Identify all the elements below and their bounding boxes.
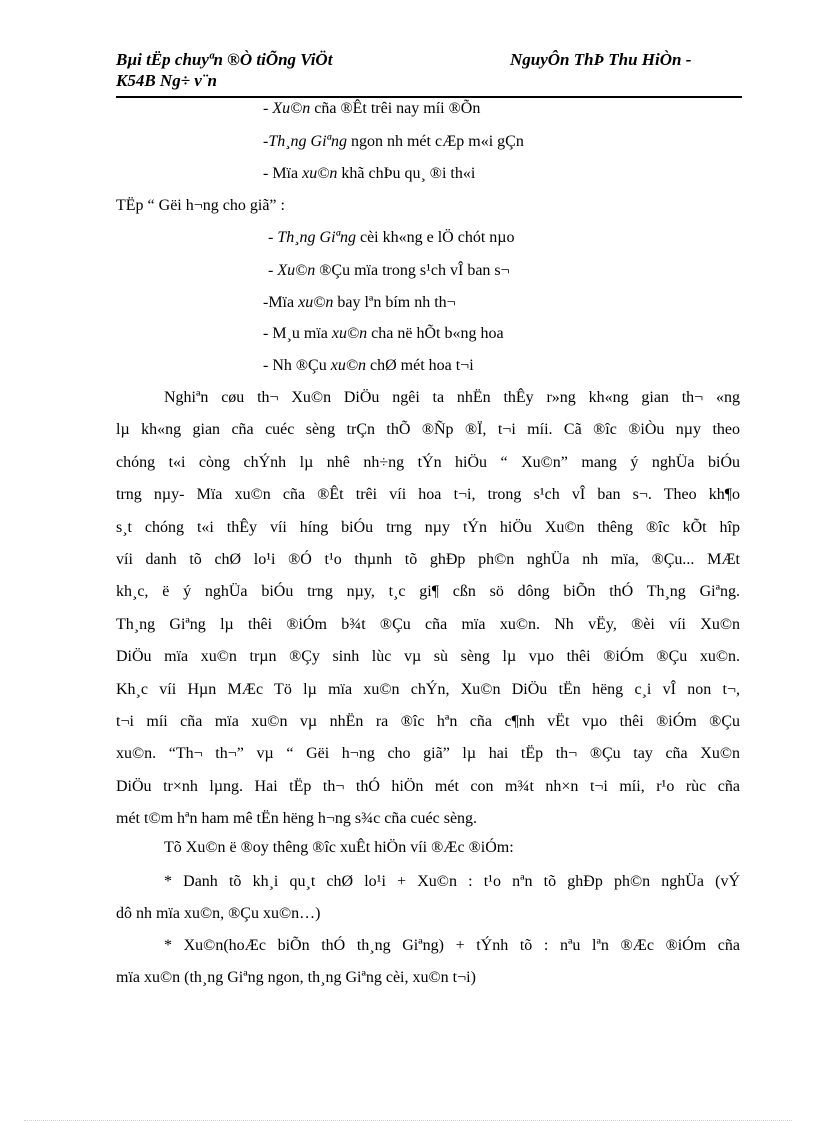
paragraph-line: * Danh tõ kh¸i qu¸t chØ lo¹i + Xu©n : t¹o nªn tõ ghÐp ph©n nghÜa (vÝ bbox=[164, 873, 740, 890]
paragraph-line: dô nh mïa xu©n, ®Çu xu©n…) bbox=[116, 905, 321, 923]
header-author: NguyÔn ThÞ Thu HiÒn - bbox=[510, 50, 692, 69]
paragraph-line: mïa xu©n (th¸ng Giªng ngon, th¸ng Giªng cèi, xu©n t¬i) bbox=[116, 969, 476, 987]
paragraph-line: t¬i míi cña mïa xu©n vµ nhËn ra ®îc hªn cña c¶nh vËt vµo thêi ®iÓm ®Çu bbox=[116, 713, 740, 731]
poem-line: -Th¸ng Giªng ngon nh mét cÆp m«i gÇn bbox=[263, 133, 524, 150]
poem-line: - Nh ®Çu xu©n chØ mét hoa t¬i bbox=[263, 357, 474, 374]
paragraph-line: Kh¸c víi Hµn MÆc Tö lµ mïa xu©n chÝn, Xu©n DiÖu tËn hëng c¸i vÎ non t¬, bbox=[116, 680, 740, 698]
paragraph-line: Nghiªn cøu th¬ Xu©n DiÖu ngêi ta nhËn thÊy r»ng kh«ng gian th¬ «ng bbox=[164, 389, 740, 406]
body-paragraph bbox=[116, 930, 740, 995]
paragraph-line: lµ kh«ng gian cña cuéc sèng trÇn thÕ ®Ñp ®Ï, t¬i míi. Cã ®îc ®iÒu nµy theo bbox=[116, 421, 740, 439]
collection-intro: TËp “ Gëi h¬ng cho giã” : bbox=[116, 197, 285, 214]
header-course-title: Bµi tËp chuyªn ®Ò tiÕng ViÖt bbox=[116, 50, 333, 69]
page-bottom-divider bbox=[24, 1120, 792, 1121]
paragraph-line: Th¸ng Giªng lµ thêi ®iÓm b¾t ®Çu cña mïa xu©n. Nh vËy, ®èi víi Xu©n bbox=[116, 615, 740, 633]
body-paragraph bbox=[116, 382, 740, 836]
paragraph-line: víi danh tõ chØ lo¹i ®Ó t¹o thµnh tõ ghÐp ph©n nghÜa nh mïa, ®Çu... MÆt bbox=[116, 551, 740, 569]
body-paragraph bbox=[116, 866, 740, 931]
header-class: K54B Ng÷ v¨n bbox=[116, 71, 217, 90]
paragraph-line: chóng t«i còng chÝnh lµ nhê nh÷ng tÝn hiÖu “ Xu©n” mang ý nghÜa biÓu bbox=[116, 453, 740, 471]
poem-line: - Th¸ng Giªng cèi kh«ng e lÖ chót nµo bbox=[268, 229, 515, 246]
poem-line: - Xu©n ®Çu mïa trong s¹ch vÎ ban s¬ bbox=[268, 262, 510, 279]
paragraph-line: DiÖu tr×nh lµng. Hai tËp th¬ thÓ hiÖn mét con m¾t nh×n t¬i míi, r¹o rùc cña bbox=[116, 777, 740, 795]
paragraph-line: kh¸c, ë ý nghÜa biÓu trng nµy, t¸c gi¶ cßn sö dông biÕn thÓ Th¸ng Giªng. bbox=[116, 583, 740, 601]
poem-line: - Xu©n cña ®Êt trêi nay míi ®Õn bbox=[263, 100, 481, 117]
paragraph-line: xu©n. “Th¬ th¬” vµ “ Gëi h¬ng cho giã” lµ hai tËp th¬ ®Çu tay cña Xu©n bbox=[116, 745, 740, 763]
poem-line: - Mïa xu©n khã chÞu qu¸ ®i th«i bbox=[263, 165, 476, 182]
paragraph-line: mét t©m hªn ham mê tËn hëng h¬ng s¾c cña cuéc sèng. bbox=[116, 810, 478, 828]
page-header bbox=[116, 50, 742, 98]
body-paragraph bbox=[116, 832, 740, 864]
paragraph-line: DiÖu mïa xu©n trµn ®Çy sinh lùc vµ sù sèng lµ vµo thêi ®iÓm ®Çu xu©n. bbox=[116, 648, 740, 666]
paragraph-line: trng nµy- Mïa xu©n cña ®Êt trêi víi hoa t¬i, trong s¹ch vÎ ban s¬. Theo kh¶o bbox=[116, 486, 740, 504]
poem-line: - M¸u mïa xu©n cha në hÕt b«ng hoa bbox=[263, 325, 504, 342]
paragraph-line: * Xu©n(hoÆc biÕn thÓ th¸ng Giªng) + tÝnh tõ : nªu lªn ®Æc ®iÓm cña bbox=[164, 937, 740, 954]
poem-line: -Mïa xu©n bay lªn bím nh th¬ bbox=[263, 294, 456, 311]
paragraph-line: Tõ Xu©n ë ®oy thêng ®îc xuÊt hiÖn víi ®Æc ®iÓm: bbox=[164, 839, 514, 856]
paragraph-line: s¸t chóng t«i thÊy víi híng biÓu trng nµy tÝn hiÖu Xu©n thêng ®îc kÕt hîp bbox=[116, 518, 740, 536]
